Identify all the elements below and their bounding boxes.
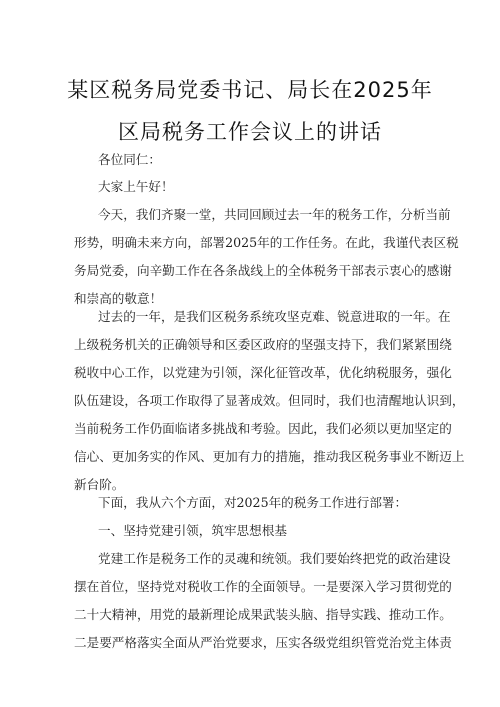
salutation: 各位同仁： xyxy=(98,152,161,167)
paragraph-line: 党建工作是税务工作的灵魂和统领。我们要始终把党的政治建设 xyxy=(98,551,451,566)
paragraph-line: 新台阶。 xyxy=(74,477,125,492)
paragraph-line: 二十大精神，用党的最新理论成果武装头脑、指导实践、推动工作。 xyxy=(74,607,452,622)
paragraph-line: 下面，我从六个方面，对2025年的税务工作进行部署： xyxy=(98,495,408,510)
paragraph-line: 务局党委，向辛勤工作在各条战线上的全体税务干部表示衷心的感谢 xyxy=(74,263,452,278)
document-title-line-1: 某区税务局党委书记、局长在2025年 xyxy=(67,78,433,102)
paragraph-line: 摆在首位，坚持党对税收工作的全面领导。一是要深入学习贯彻党的 xyxy=(74,579,452,594)
paragraph-line: 形势，明确未来方向，部署2025年的工作任务。在此，我谨代表区税 xyxy=(74,235,459,250)
paragraph-line: 二是要严格落实全面从严治党要求，压实各级党组织管党治党主体责 xyxy=(74,635,452,650)
paragraph-line: 信心、更加务实的作风、更加有力的措施，推动我区税务事业不断迈上 xyxy=(74,449,465,464)
section-heading: 一、坚持党建引领，筑牢思想根基 xyxy=(98,523,287,538)
paragraph-line: 过去的一年，是我们区税务系统攻坚克难、锐意进取的一年。在 xyxy=(98,309,451,324)
paragraph-line: 今天，我们齐聚一堂，共同回顾过去一年的税务工作，分析当前 xyxy=(98,207,451,222)
paragraph-line: 上级税务机关的正确领导和区委区政府的坚强支持下，我们紧紧围绕 xyxy=(74,337,452,352)
paragraph-line: 和崇高的敬意！ xyxy=(74,291,163,306)
paragraph-line: 税收中心工作，以党建为引领，深化征管改革，优化纳税服务，强化 xyxy=(74,365,452,380)
greeting: 大家上午好！ xyxy=(98,179,174,194)
paragraph-line: 队伍建设，各项工作取得了显著成效。但同时，我们也清醒地认识到， xyxy=(74,393,465,408)
paragraph-line: 当前税务工作仍面临诸多挑战和考验。因此，我们必须以更加坚定的 xyxy=(74,421,452,436)
document-title-line-2: 区局税务工作会议上的讲话 xyxy=(118,120,382,144)
